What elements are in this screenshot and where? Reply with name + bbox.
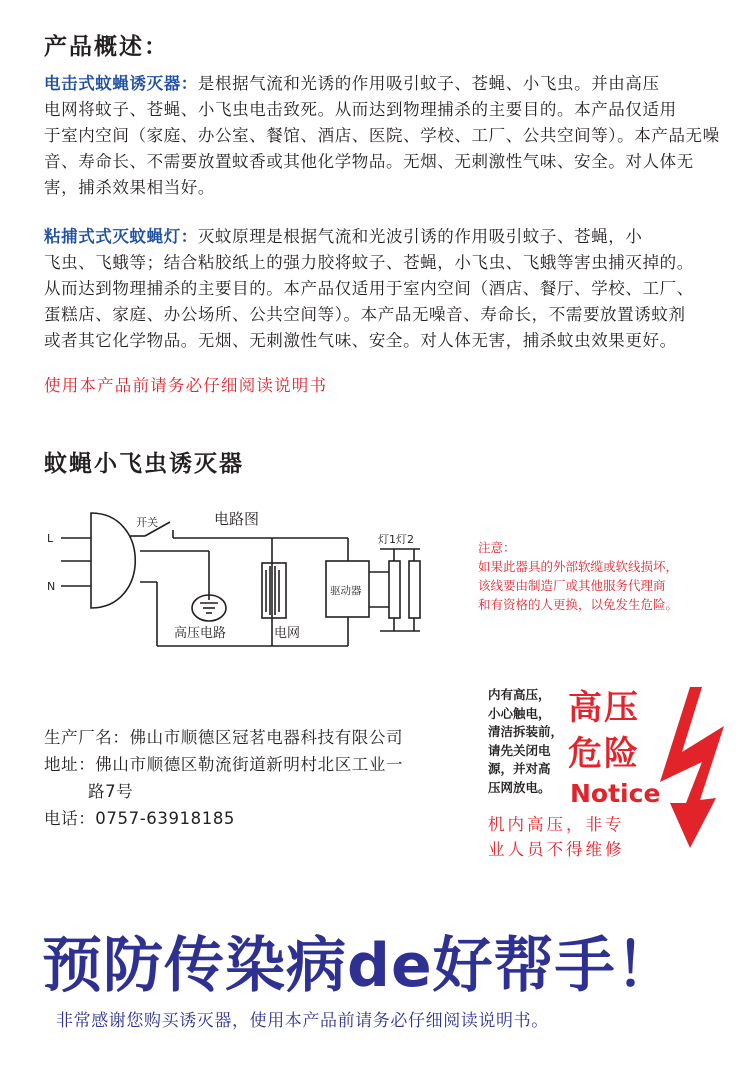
manufacturer-info — [44, 724, 403, 832]
circuit-diagram — [0, 495, 460, 655]
warning-line: 小心触电， — [488, 705, 551, 721]
slogan: 预防传染病de好帮手！ — [42, 931, 677, 1001]
para1-line: 音、寿命长、不需要放置蚊香或其他化学物品。无烟、无刺激性气味、安全。对人体无 — [44, 152, 694, 171]
warning-line: 源，并对高 — [488, 761, 551, 776]
warning-red-line: 业人员不得维修 — [488, 840, 625, 859]
warning-danger: 危险 — [568, 734, 640, 774]
label-lamps: 灯1灯2 — [378, 533, 414, 546]
caution-title: 注意： — [478, 540, 516, 555]
label-N: N — [47, 580, 56, 593]
caution-line: 如果此器具的外部软缆或软线损坏， — [478, 559, 679, 574]
warning-line: 请先关闭电 — [488, 742, 551, 758]
para1-line: 电网将蚊子、苍蝇、小飞虫电击致死。从而达到物理捕杀的主要目的。本产品仅适用 — [44, 100, 677, 119]
diagram-title: 电路图 — [214, 510, 260, 528]
warning-line: 压网放电。 — [488, 779, 551, 795]
caution-note — [478, 538, 678, 614]
warning-notice: Notice — [570, 779, 661, 808]
para1-line: 害，捕杀效果相当好。 — [44, 178, 215, 197]
warning-red-lines — [488, 812, 625, 862]
para2-line: 或者其它化学物品。无烟、无刺激性气味、安全。对人体无害，捕杀蚊虫效果更好。 — [44, 331, 677, 350]
phone-line: 电话：0757-63918185 — [44, 809, 236, 828]
para2-line: 蛋糕店、家庭、办公场所、公共空间等）。本产品无噪音、寿命长，不需要放置诱蚊剂 — [44, 305, 686, 324]
lamp-1 — [389, 561, 400, 618]
overview-title: 产品概述： — [44, 34, 169, 60]
label-switch: 开关 — [136, 516, 158, 529]
label-grid: 电网 — [274, 626, 301, 641]
address-line: 路7号 — [88, 782, 134, 801]
warning-line: 清洁拆装前， — [488, 724, 564, 739]
para2-label: 粘捕式式灭蚊蝇灯： — [44, 227, 198, 246]
manufacturer-name: 生产厂名：佛山市顺德区冠茗电器科技有限公司 — [44, 728, 404, 747]
lamp-2 — [409, 561, 420, 618]
product-title: 蚊蝇小飞虫诱灭器 — [44, 451, 244, 477]
label-L: L — [47, 532, 54, 545]
para1-label: 电击式蚊蝇诱灭器： — [44, 74, 198, 93]
para2-line: 从而达到物理捕杀的主要目的。本产品仅适用于室内空间（酒店、餐厅、学校、工厂、 — [44, 279, 694, 298]
warning-line: 内有高压， — [488, 687, 551, 702]
caution-line: 该线要由制造厂或其他服务代理商 — [478, 578, 666, 593]
warning-small-text — [488, 686, 563, 797]
label-hv-circuit: 高压电路 — [174, 626, 227, 641]
thanks-line: 非常感谢您购买诱灭器，使用本产品前请务必仔细阅读说明书。 — [56, 1011, 549, 1031]
lightning-bolt-icon — [640, 680, 730, 855]
warning-red-line: 机内高压，非专 — [488, 815, 625, 834]
label-driver: 驱动器 — [330, 585, 362, 597]
warning-high-voltage: 高压 — [568, 688, 640, 728]
para1-line: 于室内空间（家庭、办公室、餐馆、酒店、医院、学校、工厂、公共空间等）。本产品无噪 — [44, 126, 720, 145]
paragraph-sticky — [44, 224, 694, 354]
para1-line: 是根据气流和光诱的作用吸引蚊子、苍蝇、小飞虫。并由高压 — [197, 74, 660, 93]
read-notice: 使用本产品前请务必仔细阅读说明书 — [44, 376, 328, 395]
address-line: 地址：佛山市顺德区勒流街道新明村北区工业一 — [44, 755, 404, 774]
para2-line: 飞虫、飞蛾等；结合粘胶纸上的强力胶将蚊子、苍蝇，小飞虫、飞蛾等害虫捕灭掉的。 — [44, 253, 694, 272]
paragraph-electric — [44, 71, 720, 201]
para2-line: 灭蚊原理是根据气流和光波引诱的作用吸引蚊子、苍蝇，小 — [197, 227, 643, 246]
caution-line: 和有资格的人更换，以免发生危险。 — [478, 597, 679, 612]
plug-shape — [91, 513, 135, 608]
